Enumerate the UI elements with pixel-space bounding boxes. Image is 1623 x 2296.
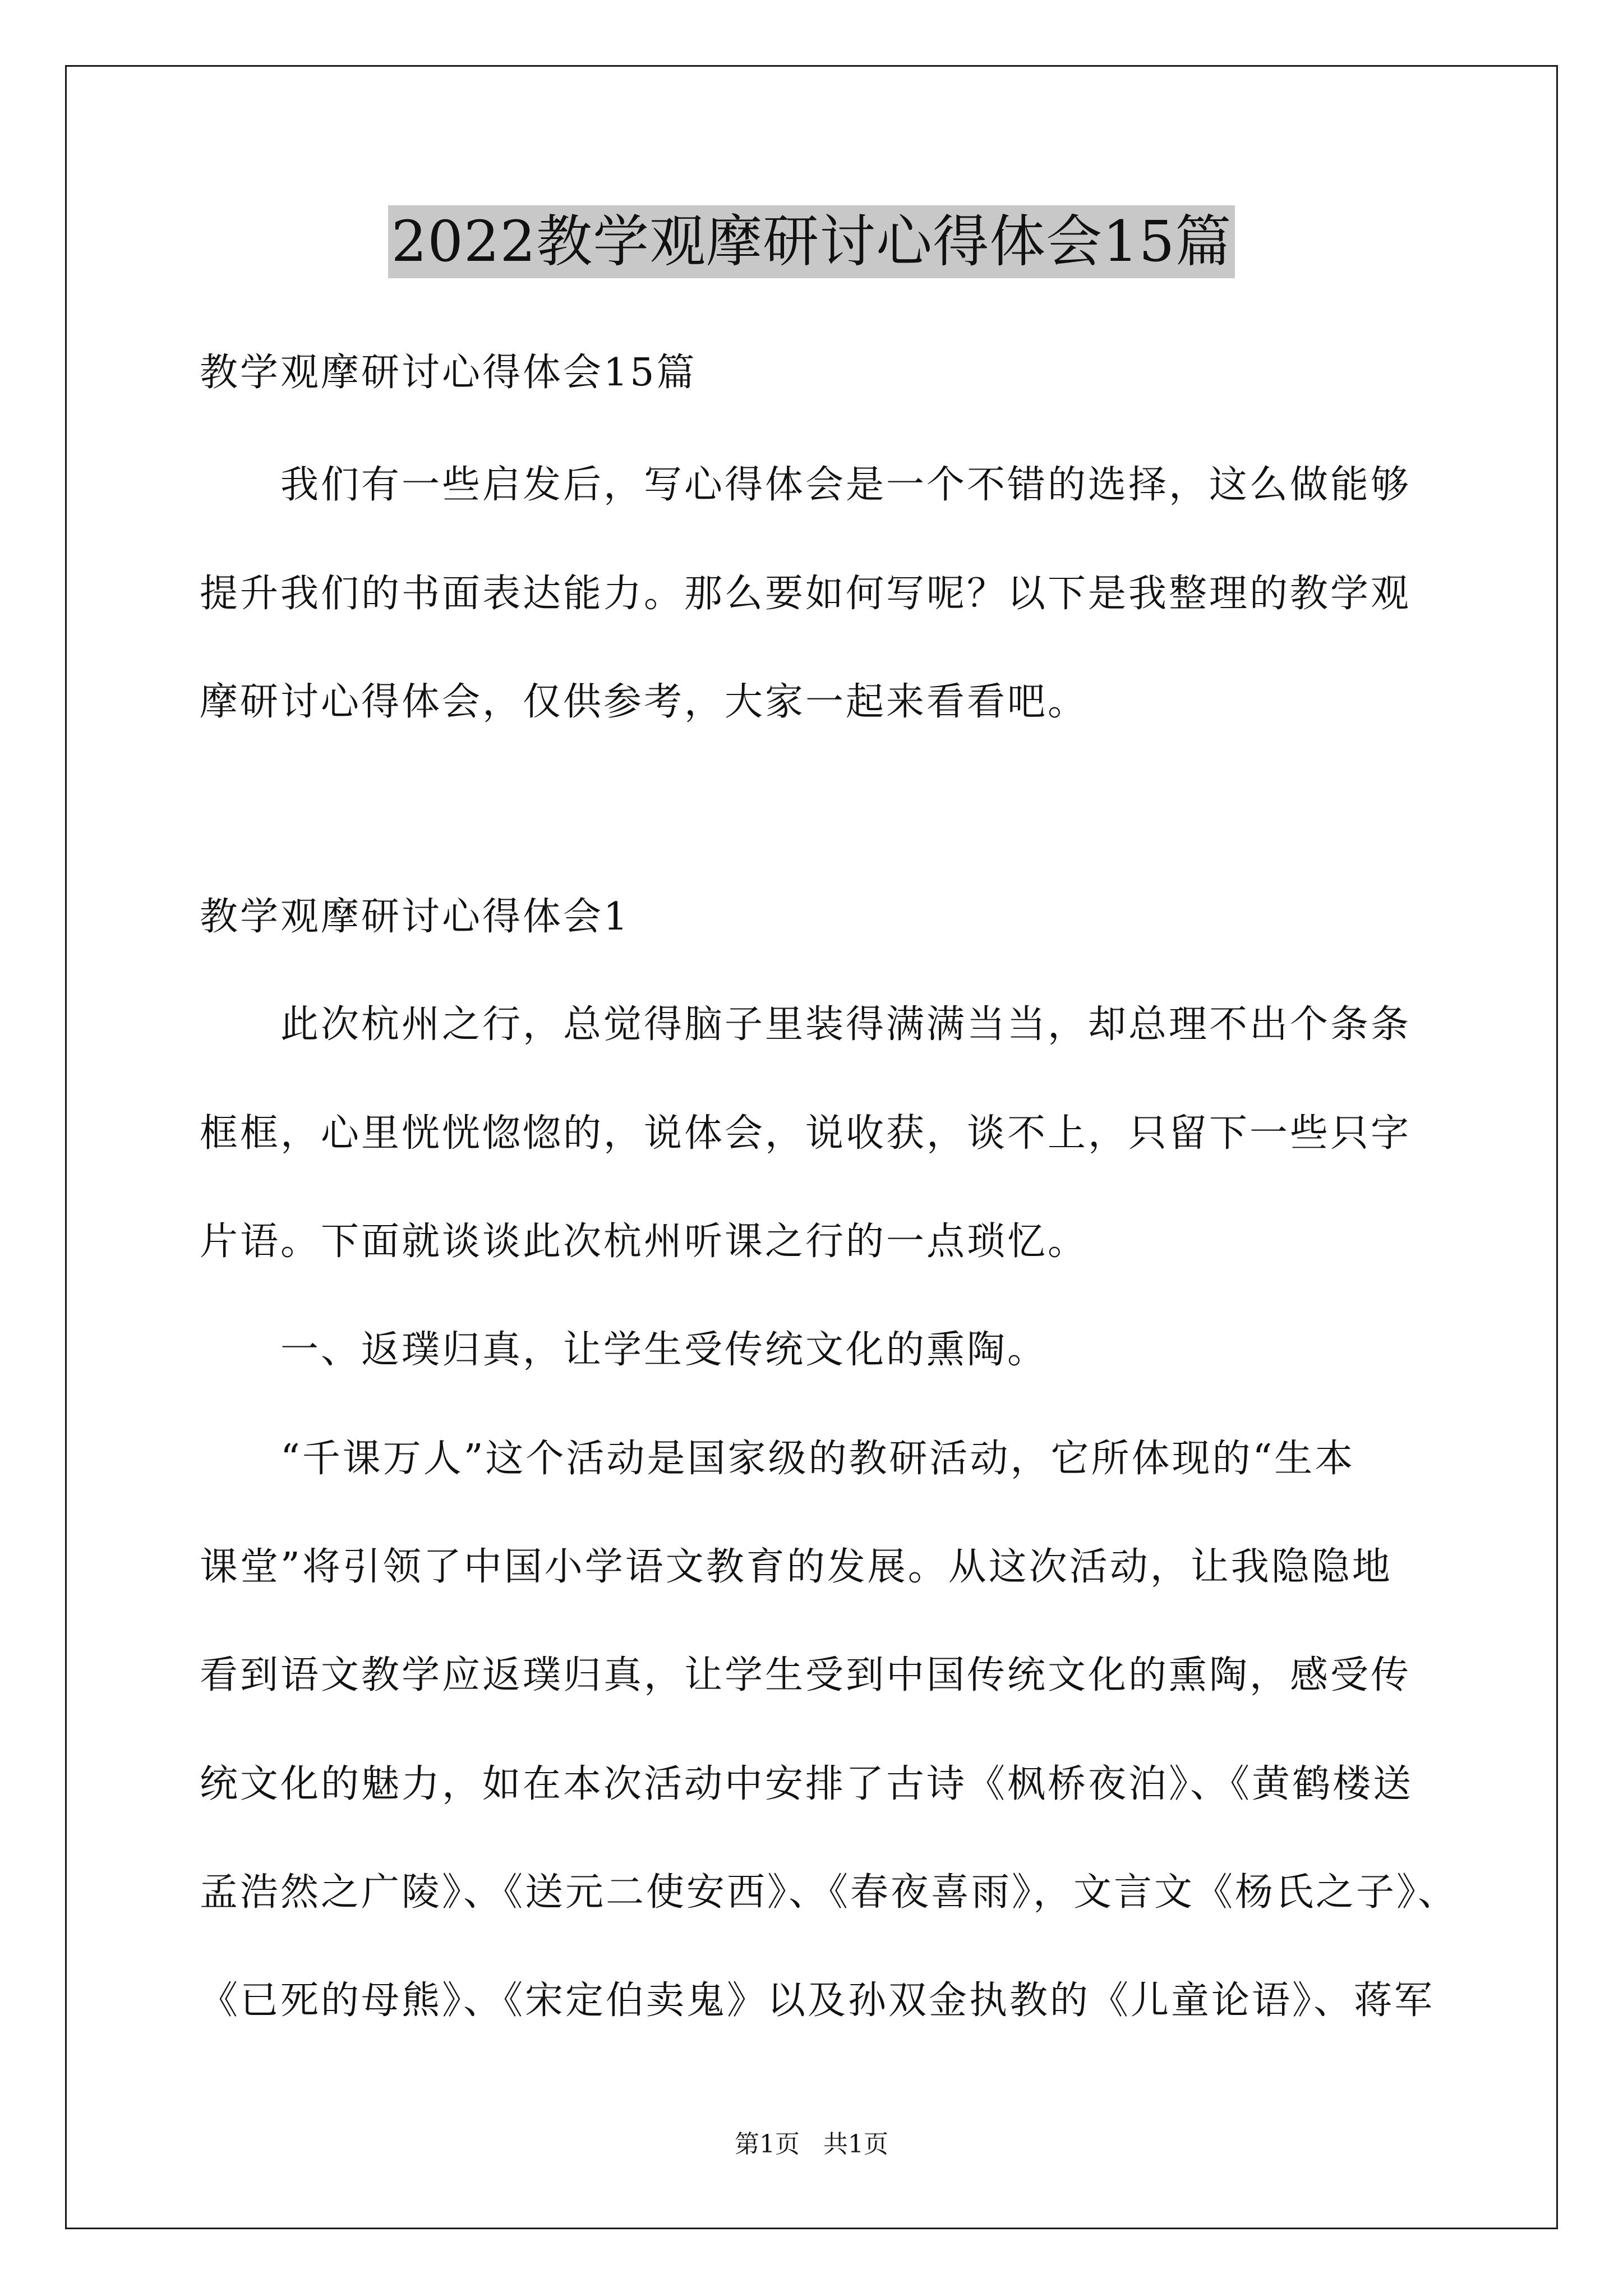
body-line: 《已死的母熊》、《宋定伯卖鬼》以及孙双金执教的《儿童论语》、蒋军 [200, 1978, 1435, 2023]
body-line: “千课万人”这个活动是国家级的教研活动，它所体现的“生本 [200, 1437, 1355, 1481]
body-line: 课堂”将引领了中国小学语文教育的发展。从这次活动，让我隐隐地 [200, 1545, 1393, 1589]
title-container [0, 205, 1623, 278]
page-footer [0, 2128, 1623, 2161]
body-line: 提升我们的书面表达能力。那么要如何写呢？以下是我整理的教学观 [200, 572, 1412, 616]
page-number: 第1页 [735, 2130, 800, 2159]
body-line: 此次杭州之行，总觉得脑子里装得满满当当，却总理不出个条条 [200, 1002, 1412, 1047]
body-line: 孟浩然之广陵》、《送元二使安西》、《春夜喜雨》，文言文《杨氏之子》、 [200, 1870, 1459, 1915]
body-line: 框框，心里恍恍惚惚的，说体会，说收获，谈不上，只留下一些只字 [200, 1111, 1412, 1156]
section-heading: 教学观摩研讨心得体会1 [200, 895, 630, 939]
page-total: 共1页 [823, 2130, 888, 2159]
body-line: 片语。下面就谈谈此次杭州听课之行的一点琐忆。 [200, 1220, 1089, 1264]
body-line: 统文化的魅力，如在本次活动中安排了古诗《枫桥夜泊》、《黄鹤楼送 [200, 1762, 1414, 1806]
body-line: 摩研讨心得体会，仅供参考，大家一起来看看吧。 [200, 680, 1089, 724]
document-title: 2022教学观摩研讨心得体会15篇 [388, 205, 1235, 278]
subtitle-line: 教学观摩研讨心得体会15篇 [200, 351, 697, 395]
body-line: 一、返璞归真，让学生受传统文化的熏陶。 [200, 1328, 1048, 1372]
body-line: 我们有一些启发后，写心得体会是一个不错的选择，这么做能够 [200, 463, 1412, 507]
body-line: 看到语文教学应返璞归真，让学生受到中国传统文化的熏陶，感受传 [200, 1653, 1412, 1697]
